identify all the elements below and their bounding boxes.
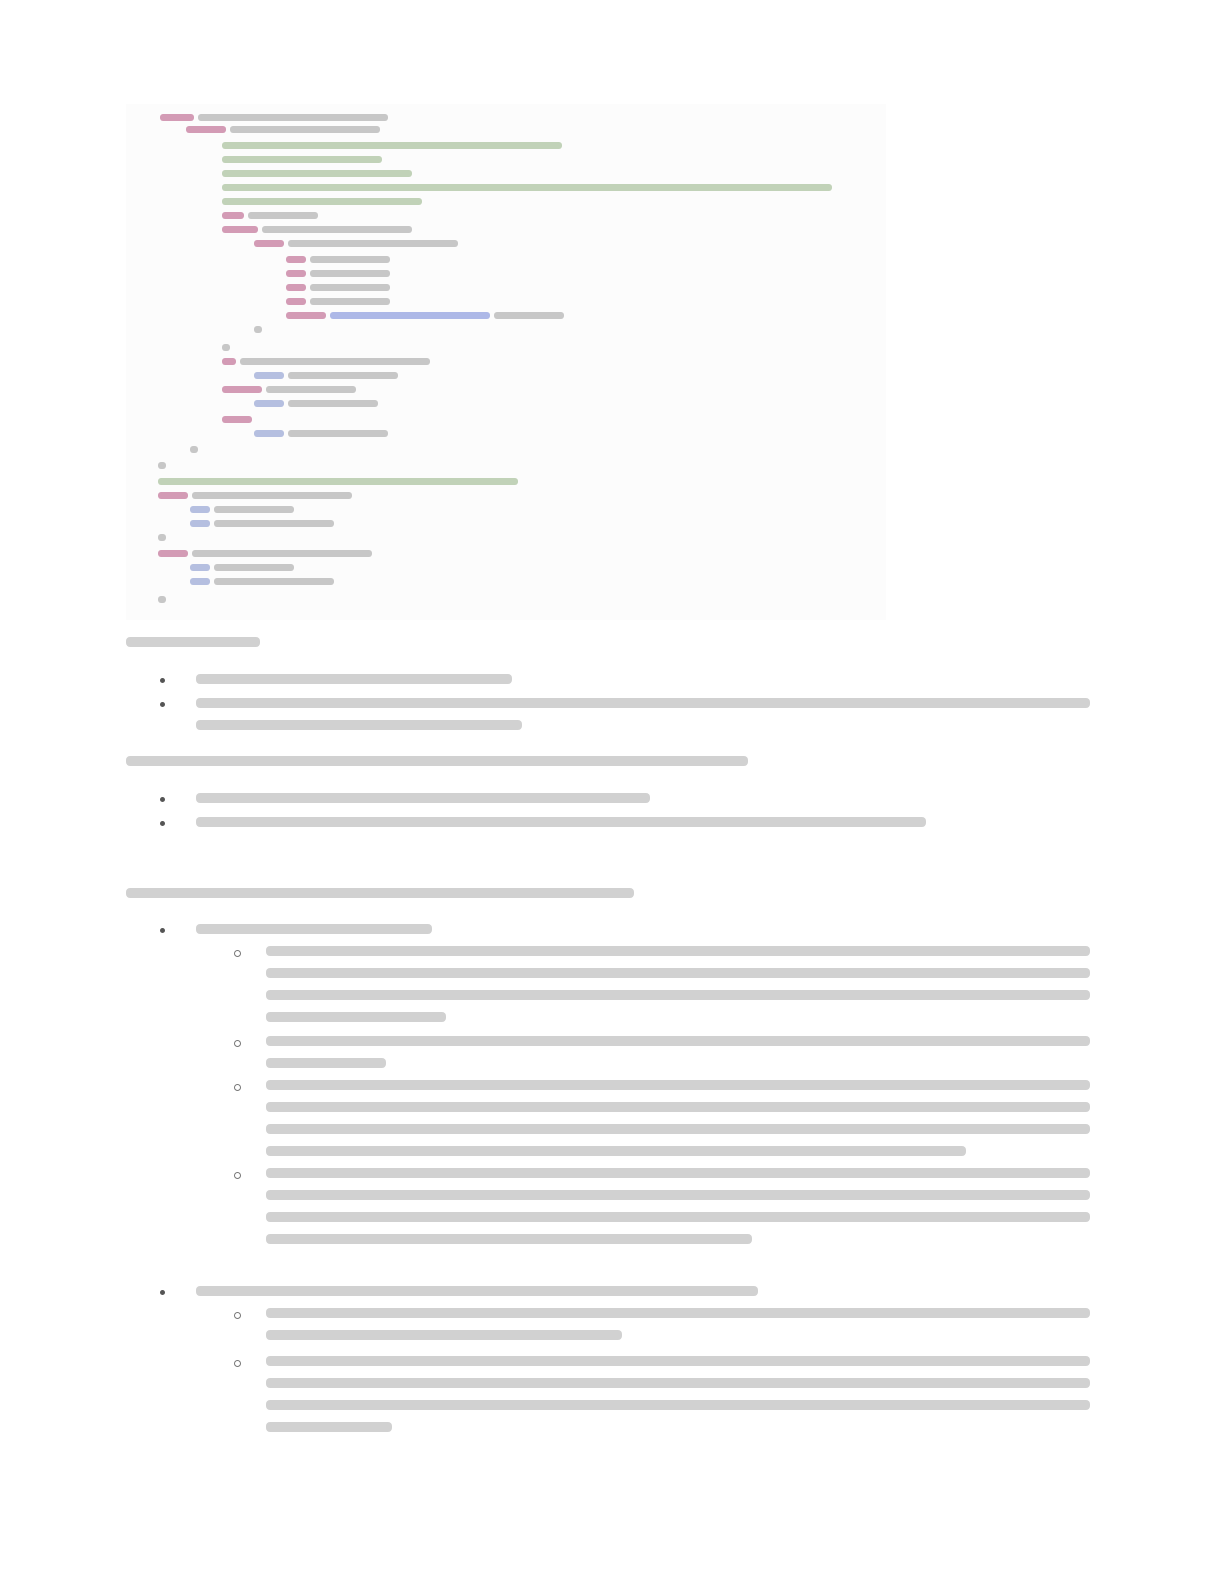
sub-list-item-continuation [266,1102,1090,1112]
paragraph [126,756,748,766]
sub-bullet-marker [234,1172,241,1179]
bullet-marker [160,821,165,826]
sub-list-item [266,1168,1090,1178]
sub-list-item [266,1036,1090,1046]
sub-list-item [266,1308,1090,1318]
section-heading [196,924,432,934]
sub-list-item-continuation [266,990,1090,1000]
sub-list-item-continuation [266,1422,392,1432]
sub-list-item-continuation [266,1330,622,1340]
list-item [196,698,1090,708]
sub-list-item-continuation [266,1212,1090,1222]
sub-list-item-continuation [266,1058,386,1068]
sub-list-item [266,946,1090,956]
sub-list-item-continuation [266,968,1090,978]
sub-list-item-continuation [266,1234,752,1244]
bullet-marker [160,678,165,683]
bullet-marker [160,1290,165,1295]
sub-bullet-marker [234,1084,241,1091]
paragraph [126,888,634,898]
sub-list-item-continuation [266,1124,1090,1134]
sub-list-item [266,1356,1090,1366]
code-block [126,104,886,620]
bullet-marker [160,702,165,707]
list-item [196,817,926,827]
list-item-continuation [196,720,522,730]
bullet-marker [160,797,165,802]
sub-bullet-marker [234,1360,241,1367]
intro-paragraph [126,637,260,647]
sub-list-item-continuation [266,1012,446,1022]
sub-list-item-continuation [266,1378,1090,1388]
sub-list-item-continuation [266,1190,1090,1200]
bullet-marker [160,928,165,933]
sub-bullet-marker [234,1040,241,1047]
section-heading [196,1286,758,1296]
sub-bullet-marker [234,950,241,957]
sub-list-item-continuation [266,1400,1090,1410]
list-item [196,793,650,803]
list-item [196,674,512,684]
sub-list-item-continuation [266,1146,966,1156]
sub-bullet-marker [234,1312,241,1319]
sub-list-item [266,1080,1090,1090]
